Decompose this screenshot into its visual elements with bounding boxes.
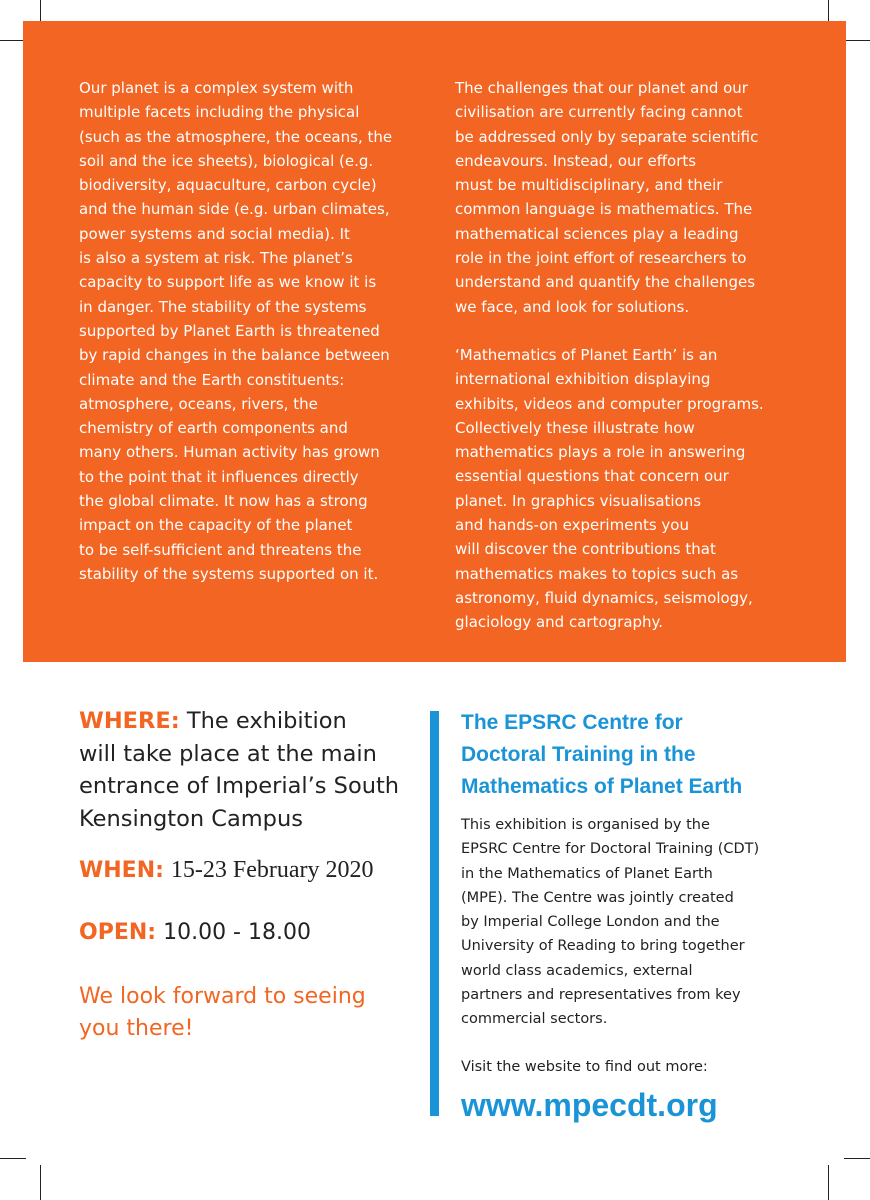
- cdt-body-line: in the Mathematics of Planet Earth: [461, 865, 713, 882]
- intro-text-line: by rapid changes in the balance between: [79, 346, 390, 365]
- intro-text-line: mathematics makes to topics such as: [455, 564, 739, 583]
- where-label: WHERE:: [79, 708, 180, 734]
- intro-text-line: stability of the systems supported on it.: [79, 564, 379, 583]
- intro-text-line: exhibits, videos and computer programs.: [455, 394, 764, 413]
- intro-text-line: multiple facets including the physical: [79, 103, 360, 122]
- intro-text-line: common language is mathematics. The: [455, 200, 753, 219]
- intro-text-line: we face, and look for solutions.: [455, 297, 690, 316]
- intro-text-line: Our planet is a complex system with: [79, 79, 354, 97]
- blue-accent-bar: [430, 711, 439, 1116]
- open-block: [79, 918, 419, 948]
- intro-text-line: The challenges that our planet and our: [455, 79, 748, 97]
- intro-text-line: and the human side (e.g. urban climates,: [79, 200, 390, 219]
- cdt-body-line: EPSRC Centre for Doctoral Training (CDT): [461, 841, 760, 858]
- closing-line: you there!: [79, 1016, 194, 1041]
- event-details: [79, 705, 419, 1045]
- crop-mark-bottom-right-vertical: [828, 1165, 829, 1200]
- crop-mark-top-right-horizontal: [844, 40, 870, 41]
- intro-paragraph-exhibition: [455, 343, 800, 635]
- intro-text-line: power systems and social media). It: [79, 224, 350, 243]
- intro-text-line: many others. Human activity has grown: [79, 443, 380, 462]
- intro-text-line: civilisation are currently facing cannot: [455, 103, 743, 122]
- intro-text-line: biodiversity, aquaculture, carbon cycle): [79, 176, 377, 195]
- intro-paragraph-challenges: [455, 76, 800, 319]
- intro-text-line: impact on the capacity of the planet: [79, 516, 353, 535]
- cdt-body-line: by Imperial College London and the: [461, 914, 720, 931]
- cdt-body-line: partners and representatives from key: [461, 987, 741, 1004]
- closing-message: [79, 981, 419, 1045]
- intro-text-line: in danger. The stability of the systems: [79, 297, 367, 316]
- intro-text-line: to be self-sufficient and threatens the: [79, 540, 362, 559]
- intro-text-line: the global climate. It now has a strong: [79, 492, 368, 511]
- intro-text-line: international exhibition displaying: [455, 370, 711, 389]
- cdt-body-line: (MPE). The Centre was jointly created: [461, 889, 734, 906]
- paragraph-spacer: [455, 319, 800, 343]
- cdt-body-line: commercial sectors.: [461, 1011, 608, 1028]
- when-block: [79, 855, 419, 886]
- intro-text-line: essential questions that concern our: [455, 467, 729, 486]
- cdt-title-line: Doctoral Training in the: [461, 743, 696, 766]
- intro-text-line: mathematical sciences play a leading: [455, 224, 739, 243]
- intro-text-line: Collectively these illustrate how: [455, 418, 695, 437]
- opening-hours: 10.00 - 18.00: [163, 920, 311, 945]
- intro-text-line: climate and the Earth constituents:: [79, 370, 345, 389]
- intro-right-column: [455, 76, 800, 635]
- closing-line: We look forward to seeing: [79, 984, 366, 1009]
- intro-text-line: glaciology and cartography.: [455, 613, 664, 632]
- cdt-body-line: This exhibition is organised by the: [461, 817, 710, 833]
- intro-panel: [23, 21, 846, 662]
- when-label: WHEN:: [79, 858, 164, 883]
- crop-mark-bottom-left-vertical: [40, 1165, 41, 1200]
- cdt-info: [461, 707, 801, 1125]
- where-block: [79, 705, 419, 835]
- where-text: entrance of Imperial’s South: [79, 773, 400, 799]
- where-text: will take place at the main: [79, 740, 377, 767]
- intro-text-line: (such as the atmosphere, the oceans, the: [79, 127, 393, 146]
- intro-text-line: and hands-on experiments you: [455, 516, 689, 535]
- intro-text-line: supported by Planet Earth is threatened: [79, 321, 380, 340]
- intro-text-line: is also a system at risk. The planet’s: [79, 249, 353, 268]
- cdt-body-line: University of Reading to bring together: [461, 938, 745, 955]
- intro-text-line: capacity to support life as we know it is: [79, 273, 377, 292]
- where-text: The exhibition: [186, 708, 347, 734]
- cdt-title-line: The EPSRC Centre for: [461, 711, 683, 734]
- intro-text-line: ‘Mathematics of Planet Earth’ is an: [455, 345, 718, 364]
- intro-text-line: to the point that it influences directly: [79, 467, 359, 486]
- intro-text-line: soil and the ice sheets), biological (e.g.: [79, 151, 374, 170]
- open-label: OPEN:: [79, 920, 157, 945]
- where-text: Kensington Campus: [79, 805, 303, 832]
- intro-text-line: planet. In graphics visualisations: [455, 491, 702, 510]
- cdt-description: [461, 813, 801, 1032]
- where-first-line: [79, 705, 419, 738]
- cdt-body-line: world class academics, external: [461, 962, 693, 979]
- crop-mark-bottom-right-horizontal: [844, 1158, 870, 1159]
- visit-website-text: Visit the website to find out more:: [461, 1058, 708, 1075]
- intro-left-column: [79, 76, 424, 586]
- intro-text-line: be addressed only by separate scientific: [455, 127, 759, 146]
- intro-text-line: understand and quantify the challenges: [455, 273, 756, 292]
- website-link[interactable]: www.mpecdt.org: [461, 1086, 718, 1123]
- intro-text-line: will discover the contributions that: [455, 540, 716, 559]
- intro-text-line: endeavours. Instead, our efforts: [455, 151, 697, 170]
- crop-mark-bottom-left-horizontal: [0, 1158, 26, 1159]
- intro-text-line: must be multidisciplinary, and their: [455, 176, 723, 195]
- intro-text-line: mathematics plays a role in answering: [455, 443, 746, 462]
- intro-text-line: atmosphere, oceans, rivers, the: [79, 394, 318, 413]
- intro-text-line: role in the joint effort of researchers to: [455, 249, 747, 268]
- cdt-title: [461, 707, 801, 803]
- cdt-title-line: Mathematics of Planet Earth: [461, 775, 743, 798]
- intro-text-line: astronomy, fluid dynamics, seismology,: [455, 588, 753, 607]
- intro-text-line: chemistry of earth components and: [79, 419, 348, 438]
- when-dates: 15-23 February 2020: [170, 857, 374, 883]
